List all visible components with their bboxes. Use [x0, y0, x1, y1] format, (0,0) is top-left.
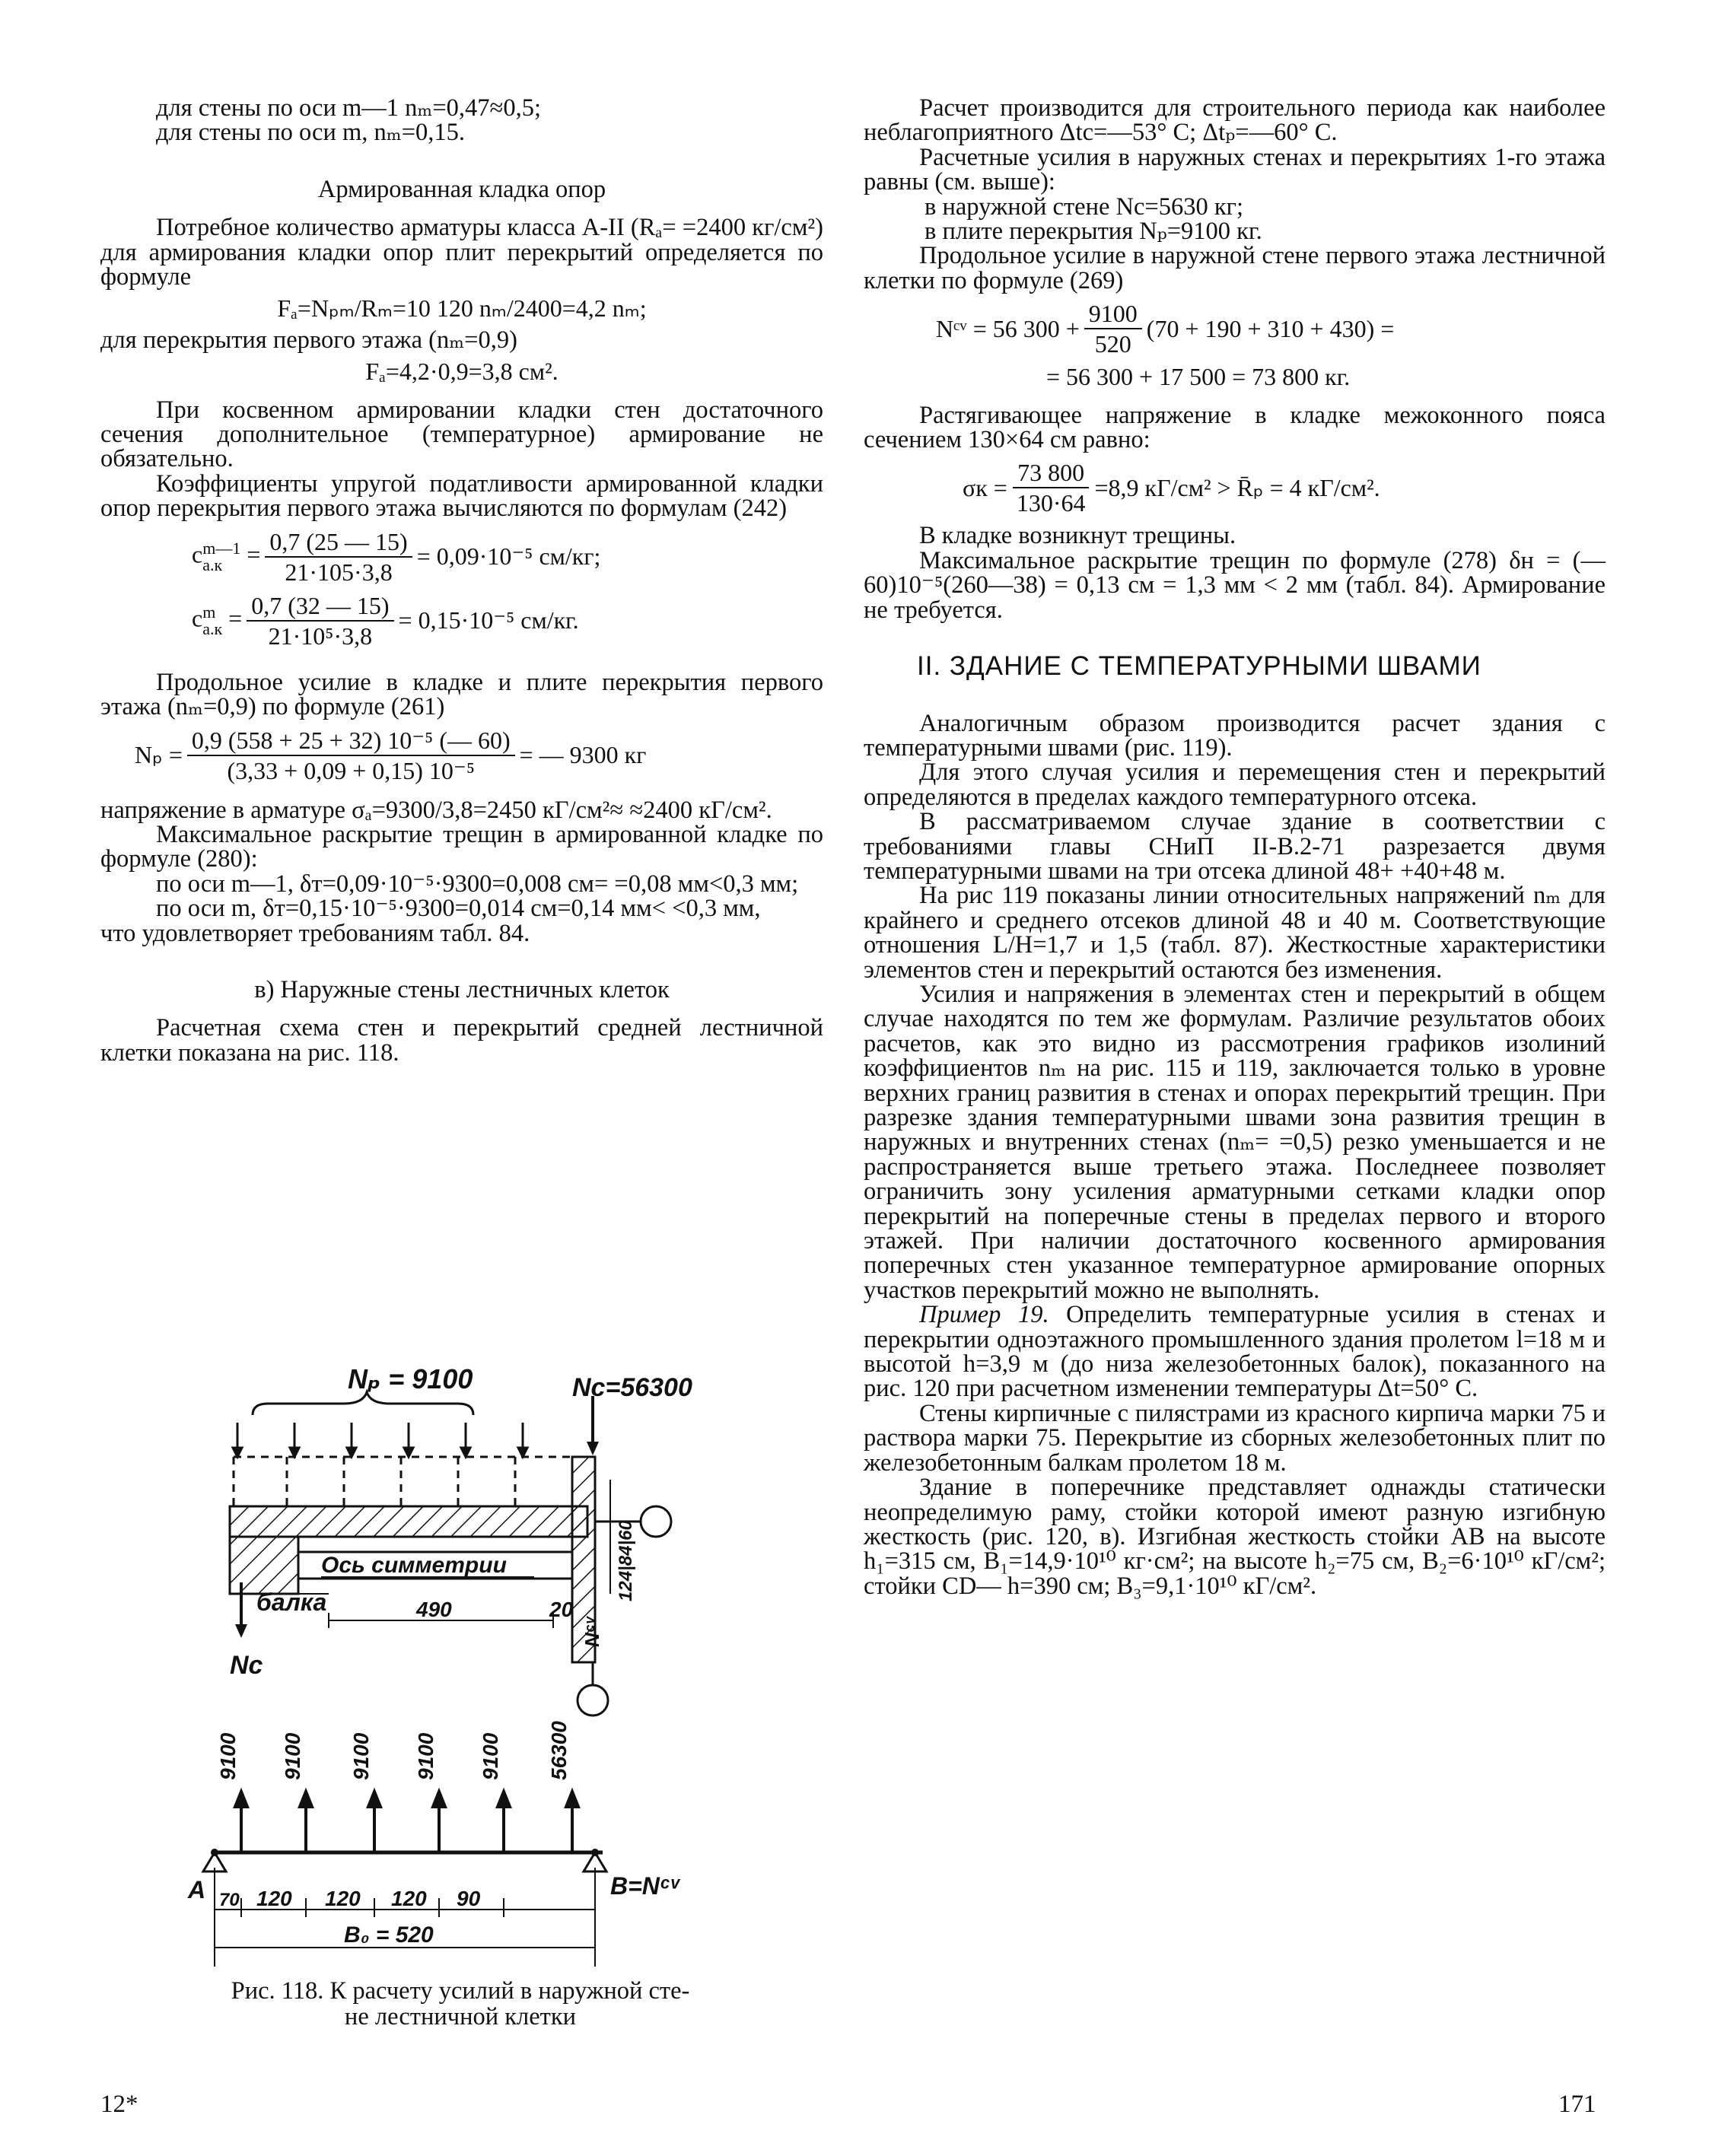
formula-lhs: c m—1 а.к =: [192, 538, 261, 574]
load-label: 9100: [349, 1732, 373, 1780]
formula-rhs: =8,9 кГ/см² > R̄ₚ = 4 кГ/см².: [1094, 474, 1380, 502]
load-label: 9100: [414, 1732, 438, 1780]
load-arrows: [233, 1423, 580, 1506]
page-number: 171: [1558, 2091, 1596, 2118]
paragraph: по оси m—1, δт=0,09·10⁻⁵·9300=0,008 см= =0,08 мм<0,3 мм;: [156, 870, 799, 898]
paragraph: Расчетная схема стен и перекрытий средней лестничной клетки показана на рис. 118.: [100, 1014, 823, 1067]
load-label: 56300: [547, 1721, 571, 1780]
load-label: 9100: [479, 1732, 502, 1780]
paragraph: В кладке возникнут трещины.: [919, 522, 1236, 550]
paragraph: На рис 119 показаны линии относительных напряжений nₘ для крайнего и среднего отсеков длиной 48 и 40 м. Соответствующие отношения L/H=1,7 и 1,5 (табл. 87). Жесткостные характеристики элементов стен и перекрытий остаются без изменения.: [864, 882, 1606, 984]
span-label: 90: [457, 1887, 481, 1910]
fraction: $\frac{\text{0,9 (558 + 25 + 32) 10⁻⁵ (— 60)}}{\text{(3,33 + 0,09 + 0,15) 10⁻⁵}}$: [187, 727, 515, 784]
load-label: 9100: [281, 1732, 304, 1780]
formula-rhs: = 0,09·10⁻⁵ см/кг;: [416, 542, 601, 571]
paragraph: Потребное количество арматуры класса A-II (Rₐ= =2400 кг/см²) для армирования кладки опор плит перекрытий определяется по формуле: [100, 214, 823, 291]
paragraph: в плите перекрытия Nₚ=9100 кг.: [925, 218, 1262, 246]
span-label: 120: [256, 1887, 292, 1910]
right-column: [864, 96, 1606, 1598]
paragraph: что удовлетворяет требованиям табл. 84.: [100, 919, 530, 947]
load-label: 9100: [216, 1732, 240, 1780]
formula: Fₐ=Nₚₘ/Rₘ=10 120 nₘ/2400=4,2 nₘ;: [277, 294, 647, 323]
example-label: Пример 19.: [919, 1301, 1049, 1329]
paragraph: Усилия и напряжения в элементах стен и перекрытий в общем случае находятся по тем же формулам. Различие результатов обоих расчетов, как это видно из рассмотрения графиков изолиний коэффициентов nₘ на рис. 115 и 119, заключается только в уровне верхних границ развития в стенах и опорах перекрытий трещин. При разрезке здания температурными швами зона развития трещин в наружных и внутренних стенах (nₘ= =0,5) резко уменьшается и не распространяется выше третьего этажа. Последнеее позволяет ограничить зону усиления арматурными сетками кладки опор перекрытий на поперечные стены в пределах первого и второго этажей. При наличии достаточного косвенного армирования поперечных стен указанное температурное армирование опорных участков перекрытий можно не выполнять.: [864, 980, 1606, 1304]
load-bracket: [253, 1392, 473, 1415]
support-b-label: B=Nᶜᵛ: [610, 1872, 679, 1900]
fraction: $\frac{73 800}{130\cdot 64}$: [1012, 460, 1090, 516]
paragraph: для стены по оси m—1 nₘ=0,47≈0,5;: [156, 94, 542, 122]
paragraph: Продольное усилие в наружной стене первого этажа лестничной клетки по формуле (269): [864, 242, 1606, 294]
paragraph: [864, 1302, 1606, 1401]
formula-lhs: Nₚ =: [135, 741, 183, 769]
node-marker: [578, 1685, 608, 1716]
figure-caption: [137, 1978, 784, 2030]
paragraph: Расчет производится для строительного периода как наиболее неблагоприятного Δtc=—53° C; Δtₚ=—60° C.: [864, 94, 1606, 147]
paragraph: Аналогичным образом производится расчет здания с температурными швами (рис. 119).: [864, 709, 1606, 762]
label-490: 490: [416, 1598, 452, 1621]
paragraph: по оси m, δт=0,15·10⁻⁵·9300=0,014 см=0,14 мм< <0,3 мм,: [156, 895, 761, 923]
paragraph: Продольное усилие в кладке и плите перекрытия первого этажа (nₘ=0,9) по формуле (261): [100, 668, 823, 721]
section-heading: в) Наружные стены лестничных клеток: [254, 975, 670, 1003]
paragraph: Здание в поперечнике представляет однажды статически неопределимую раму, стойки которой имеют разную изгибную жесткость (рис. 120, в). Изгибная жесткость стойки AB на высоте h₁=315 см, B₁=14,9·10¹⁰ кг·см²; на высоте h₂=75 см, B₂=6·10¹⁰ кГ/см²; стойки CD— h=390 см; B₃=9,1·10¹⁰ кГ/см².: [864, 1474, 1606, 1600]
formula-rhs: (70 + 190 + 310 + 430) =: [1146, 315, 1395, 343]
label-20: 20: [549, 1598, 574, 1621]
paragraph: В рассматриваемом случае здание в соответствии с требованиями главы СНиП II-В.2-71 разрезается двумя температурными швами на три отсека длиной 48+ +40+48 м.: [864, 808, 1606, 885]
signature-mark: 12*: [100, 2091, 138, 2118]
paragraph: Растягивающее напряжение в кладке межоконного пояса сечением 130×64 см равно:: [864, 401, 1606, 454]
paragraph: Максимальное раскрытие трещин по формуле (278) δн = (—60)10⁻⁵(260—38) = 0,13 см = 1,3 мм < 2 мм (табл. 84). Армирование не требуется.: [864, 546, 1606, 624]
label-nc-left: Nc: [230, 1651, 263, 1680]
span-label: 120: [325, 1887, 361, 1910]
paragraph: напряжение в арматуре σₐ=9300/3,8=2450 кГ/см²≈ ≈2400 кГ/см².: [100, 796, 772, 824]
caption-line: Рис. 118. К расчету усилий в наружной сте-: [231, 1977, 690, 2005]
paragraph: При косвенном армировании кладки стен достаточного сечения дополнительное (температурное) армирование не обязательно.: [100, 396, 823, 473]
formula: [100, 593, 823, 649]
paragraph: Максимальное раскрытие трещин в армированной кладке по формуле (280):: [100, 820, 823, 873]
node-marker: [641, 1506, 671, 1537]
formula-lhs: σк =: [963, 474, 1007, 502]
caption-line: не лестничной клетки: [344, 2003, 577, 2030]
formula-lhs: Nᶜᵛ = 56 300 +: [936, 315, 1080, 343]
paragraph: Расчетные усилия в наружных стенах и перекрытиях 1-го этажа равны (см. выше):: [864, 143, 1606, 196]
span-total-label: B₀ = 520: [344, 1922, 434, 1948]
fraction: $\frac{0,7 (25 — 15)}{21\cdot 105\cdot 3,8}$: [265, 529, 412, 585]
span-label: 120: [391, 1887, 427, 1910]
beam-scheme: [187, 1721, 681, 1967]
formula: [864, 460, 1606, 516]
formula: = 56 300 + 17 500 = 73 800 кг.: [1046, 363, 1351, 391]
label-np: Nₚ = 9100: [348, 1363, 473, 1394]
figure-118-diagram: [188, 1363, 747, 1974]
formula: [100, 727, 823, 784]
fraction: $\frac{0,7 (32 — 15)}{\text{21·10⁵·3,8}}$: [247, 593, 393, 649]
formula-lhs: c m а.к =: [192, 602, 243, 638]
paragraph: Коэффициенты упругой податливости армированной кладки опор перекрытия первого этажа вычисляются по формулам (242): [100, 469, 823, 523]
support-a-label: A: [188, 1876, 206, 1903]
label-nc-top: Nc=56300: [572, 1373, 692, 1402]
paragraph: для стены по оси m, nₘ=0,15.: [156, 119, 466, 147]
fraction: $\frac{9100}{520}$: [1084, 301, 1142, 357]
example-text: Определить температурные усилия в стенах и перекрытии одноэтажного промышленного здания пролетом l=18 м и высотой h=3,9 м (до низа железобетонных балок), показанного на рис. 120 при расчетном изменении температуры Δt=50° C.: [864, 1301, 1606, 1403]
label-ncv: Nᶜᵛ: [581, 1617, 603, 1647]
label-balka: балка: [256, 1588, 327, 1616]
paragraph: Стены кирпичные с пилястрами из красного кирпича марки 75 и раствора марки 75. Перекрытие из сборных железобетонных плит по железобетонным балкам пролетом 18 м.: [864, 1399, 1606, 1477]
paragraph: в наружной стене Nc=5630 кг;: [925, 192, 1244, 221]
section-heading: Армированная кладка опор: [317, 175, 606, 203]
formula-rhs: = 0,15·10⁻⁵ см/кг.: [398, 606, 579, 634]
formula-rhs: = — 9300 кг: [519, 741, 647, 769]
label-dims-vertical: 124|84|60: [616, 1520, 636, 1601]
label-axis: Ось симметрии: [321, 1553, 507, 1578]
left-column: [100, 96, 823, 1065]
paragraph: Для этого случая усилия и перемещения стен и перекрытий определяются в пределах каждого температурного отсека.: [864, 758, 1606, 811]
span-label: 70: [219, 1890, 240, 1910]
formula: [100, 529, 823, 585]
chapter-heading: II. ЗДАНИЕ С ТЕМПЕРАТУРНЫМИ ШВАМИ: [917, 651, 1481, 682]
paragraph: для перекрытия первого этажа (nₘ=0,9): [100, 326, 517, 354]
formula: Fₐ=4,2·0,9=3,8 см².: [365, 358, 559, 386]
formula: [864, 301, 1606, 357]
floor-slab: [230, 1506, 587, 1537]
